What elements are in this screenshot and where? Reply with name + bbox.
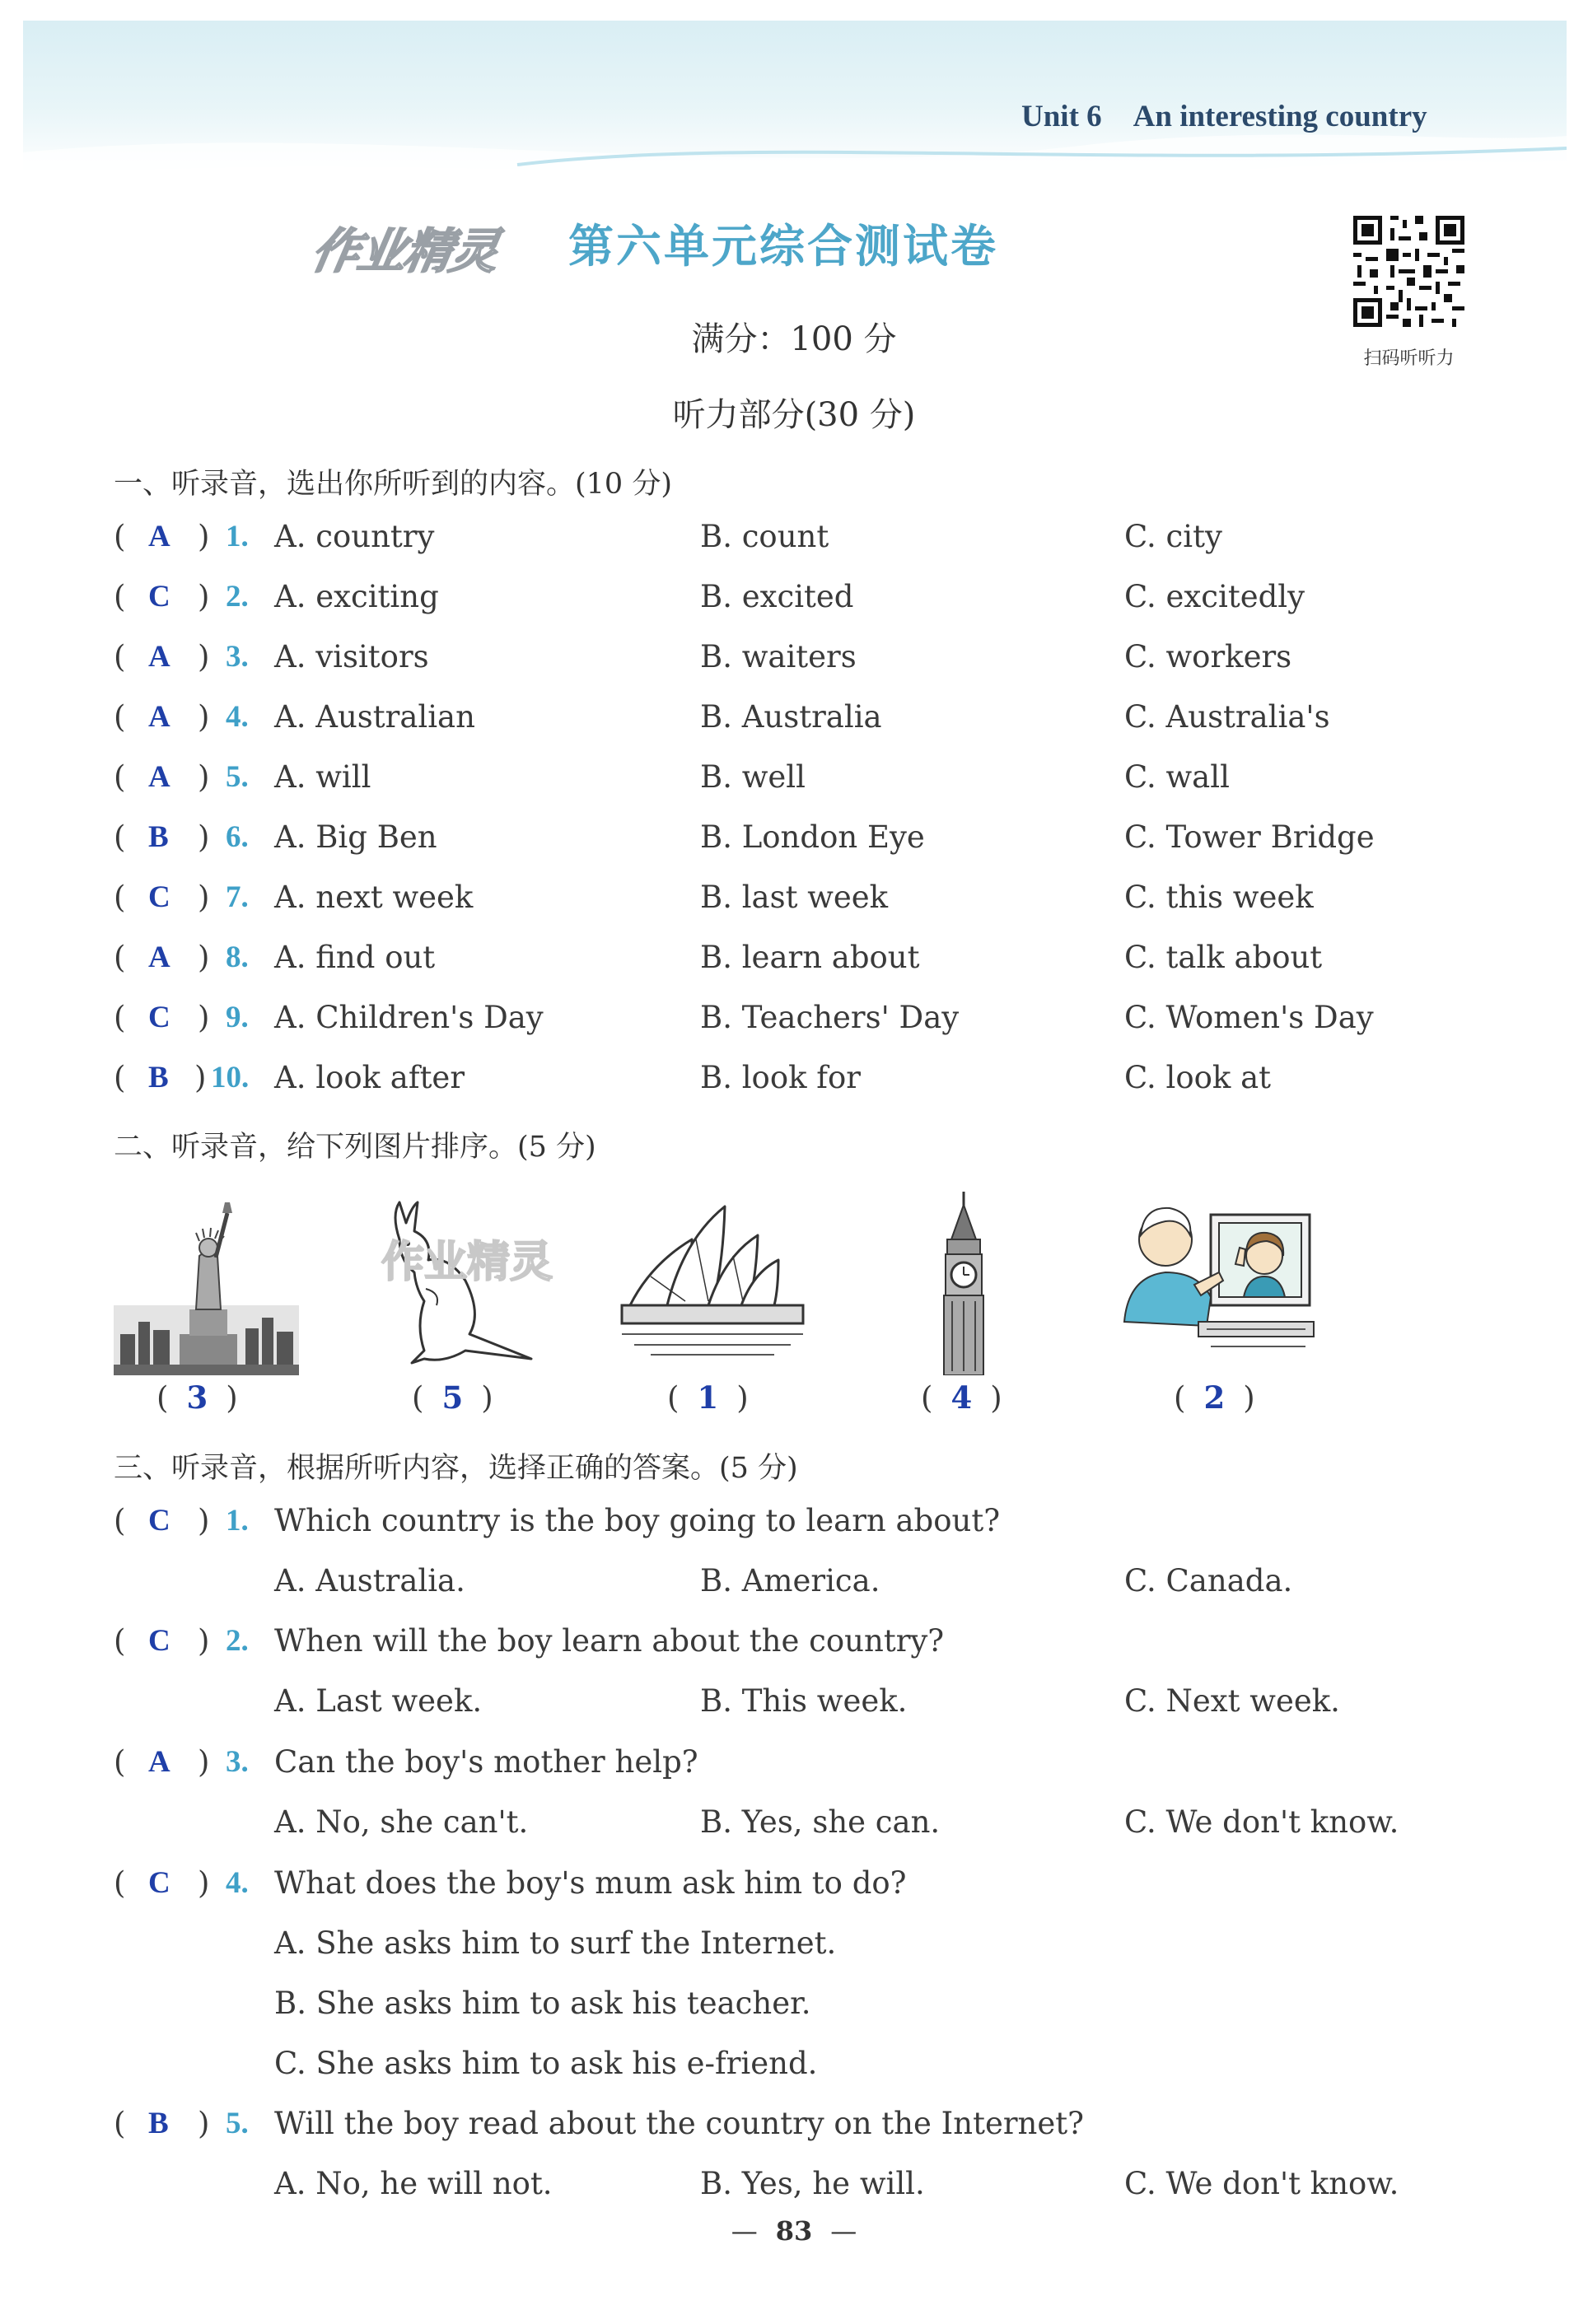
section3-heading: 三、听录音，根据所听内容，选择正确的答案。(5 分) (114, 1452, 798, 1485)
question-text: What does the boy's mum ask him to do? (274, 1865, 907, 1901)
picture-answer: ( 4 ) (921, 1379, 1002, 1416)
option-b: B. America. (700, 1563, 880, 1598)
option-c: C. this week (1124, 880, 1314, 915)
unit-label: Unit 6 (1021, 100, 1102, 133)
big-ben-icon (922, 1190, 1005, 1375)
sydney-opera-house-icon (618, 1190, 807, 1375)
option-b: B. look for (700, 1060, 861, 1095)
question-number: 10. (211, 1061, 250, 1094)
picture-answer: ( 1 ) (667, 1379, 749, 1416)
statue-of-liberty-icon (114, 1190, 299, 1375)
answer-blank[interactable]: 5 (441, 1379, 464, 1416)
unit-title (1021, 99, 1427, 134)
question-number: 4. (226, 1866, 249, 1900)
answer-blank[interactable]: 3 (186, 1379, 208, 1416)
option-b: B. Teachers' Day (700, 1000, 960, 1035)
option-a: A. No, he will not. (274, 2166, 553, 2201)
option-b: B. Australia (700, 699, 882, 735)
option-a: A. She asks him to surf the Internet. (274, 1925, 837, 1961)
answer-blank[interactable]: A (148, 940, 170, 974)
option-c: C. Australia's (1124, 699, 1330, 735)
full-score: 满分：100 分 (691, 320, 897, 358)
answer-blank[interactable]: A (148, 760, 170, 794)
option-a: A. next week (274, 880, 474, 915)
option-b: B. She asks him to ask his teacher. (274, 1986, 811, 2021)
option-c: C. workers (1124, 639, 1292, 674)
listening-heading: 听力部分(30 分) (672, 396, 916, 434)
option-c: C. wall (1124, 759, 1230, 795)
question-number: 3. (226, 640, 249, 674)
option-b: B. count (700, 519, 829, 554)
answer-blank[interactable]: A (148, 700, 170, 734)
option-c: C. Tower Bridge (1124, 819, 1375, 855)
question-number: 5. (226, 760, 249, 794)
option-c: C. talk about (1124, 940, 1323, 975)
option-c: C. We don't know. (1124, 2166, 1399, 2201)
answer-blank[interactable]: 4 (950, 1379, 973, 1416)
option-a: A. visitors (274, 639, 429, 674)
option-a: A. Australia. (274, 1563, 465, 1598)
option-c: C. Women's Day (1124, 1000, 1374, 1035)
picture-answer: ( 5 ) (412, 1379, 493, 1416)
answer-blank[interactable]: C (148, 880, 170, 914)
option-c: C. Canada. (1124, 1563, 1293, 1598)
logo: 作业精灵 (307, 223, 502, 279)
watermark: 作业精灵 (381, 1238, 553, 1287)
option-a: A. No, she can't. (274, 1804, 529, 1840)
answer-blank[interactable]: B (148, 820, 169, 854)
option-a: A. Big Ben (274, 819, 437, 855)
question-number: 9. (226, 1001, 249, 1034)
option-c: C. She asks him to ask his e-friend. (274, 2046, 818, 2081)
question-text: When will the boy learn about the country? (274, 1623, 945, 1659)
option-c: C. Next week. (1124, 1683, 1340, 1719)
answer-blank[interactable]: A (148, 520, 170, 553)
question-number: 1. (226, 520, 249, 553)
answer-blank[interactable]: A (148, 1745, 170, 1779)
question-number: 2. (226, 580, 249, 614)
section2-heading: 二、听录音，给下列图片排序。(5 分) (114, 1131, 596, 1164)
question-text: Will the boy read about the country on the Internet? (274, 2106, 1084, 2141)
answer-blank[interactable]: A (148, 640, 170, 674)
kangaroo-icon (367, 1190, 564, 1375)
option-a: A. Children's Day (274, 1000, 544, 1035)
answer-blank[interactable]: 2 (1203, 1379, 1226, 1416)
option-a: A. will (274, 759, 371, 795)
answer-blank[interactable]: C (148, 1624, 170, 1658)
option-b: B. well (700, 759, 806, 795)
question-number: 3. (226, 1745, 249, 1779)
answer-blank[interactable]: C (148, 1866, 170, 1900)
question-number: 4. (226, 700, 249, 734)
option-a: A. look after (274, 1060, 465, 1095)
option-c: C. excitedly (1124, 579, 1305, 614)
option-b: B. London Eye (700, 819, 925, 855)
option-c: C. We don't know. (1124, 1804, 1399, 1840)
option-b: B. last week (700, 880, 889, 915)
option-a: A. country (274, 519, 435, 554)
page-number: — 83 — (731, 2215, 857, 2247)
unit-name: An interesting country (1133, 100, 1427, 133)
option-c: C. city (1124, 519, 1222, 554)
qr-label: 扫码听听力 (1363, 348, 1455, 369)
answer-blank[interactable]: C (148, 1001, 170, 1034)
question-number: 6. (226, 820, 249, 854)
question-number: 1. (226, 1504, 249, 1538)
option-b: B. waiters (700, 639, 857, 674)
option-b: B. Yes, she can. (700, 1804, 941, 1840)
option-c: C. look at (1124, 1060, 1272, 1095)
option-b: B. learn about (700, 940, 920, 975)
question-number: 2. (226, 1624, 249, 1658)
picture-answer: ( 3 ) (156, 1379, 238, 1416)
qr-code-icon[interactable] (1353, 216, 1464, 327)
option-b: B. Yes, he will. (700, 2166, 925, 2201)
answer-blank[interactable]: C (148, 580, 170, 614)
option-a: A. Australian (274, 699, 475, 735)
question-number: 5. (226, 2107, 249, 2140)
answer-blank[interactable]: B (148, 1061, 169, 1094)
picture-answer: ( 2 ) (1174, 1379, 1255, 1416)
section1-heading: 一、听录音，选出你所听到的内容。(10 分) (114, 468, 672, 501)
answer-blank[interactable]: C (148, 1504, 170, 1538)
option-a: A. find out (274, 940, 436, 975)
question-text: Can the boy's mother help? (274, 1744, 698, 1780)
answer-blank[interactable]: B (148, 2107, 169, 2140)
question-number: 7. (226, 880, 249, 914)
page-title: 第六单元综合测试卷 (568, 220, 999, 273)
answer-blank[interactable]: 1 (697, 1379, 719, 1416)
option-b: B. excited (700, 579, 854, 614)
video-chat-icon (1120, 1190, 1318, 1375)
question-number: 8. (226, 940, 249, 974)
page-number-value: 83 (775, 2215, 813, 2247)
question-text: Which country is the boy going to learn about? (274, 1503, 1001, 1538)
option-b: B. This week. (700, 1683, 908, 1719)
option-a: A. Last week. (274, 1683, 483, 1719)
option-a: A. exciting (274, 579, 439, 614)
